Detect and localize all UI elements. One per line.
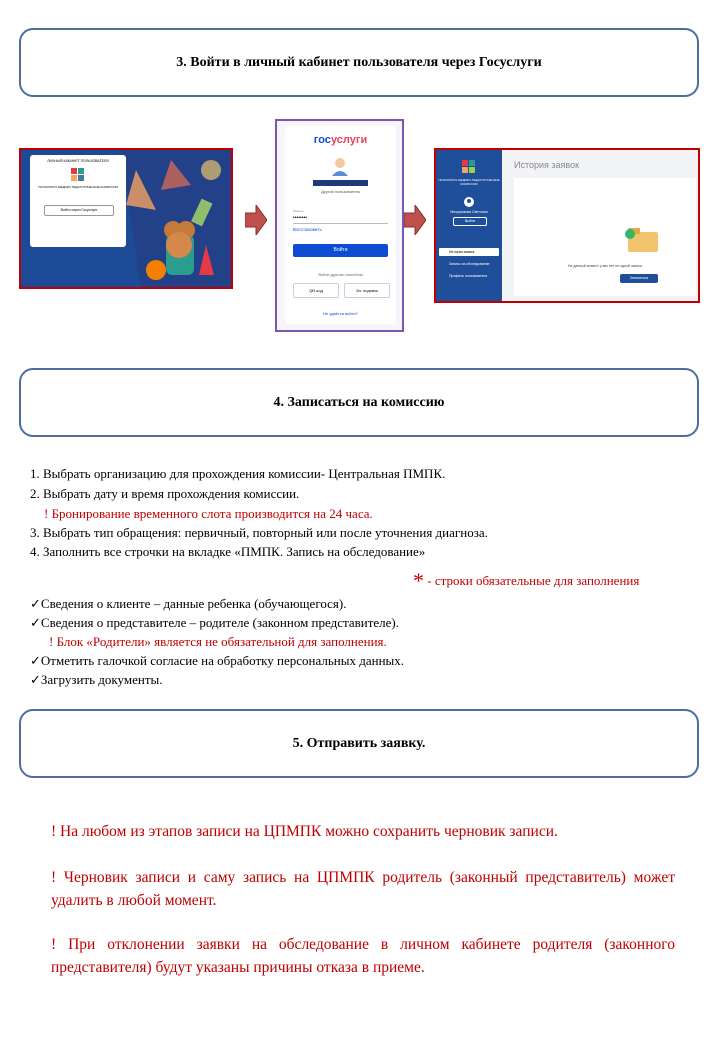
- login-landing-screenshot: [19, 148, 233, 289]
- new-booking-button[interactable]: Записаться: [620, 274, 658, 283]
- sidebar-user: Мещерякова Светлана: [450, 210, 488, 214]
- exit-button[interactable]: Выйти: [453, 217, 487, 226]
- note-rejection: ! При отклонении заявки на обследование в личном кабинете родителя (законного представителя) будут указаны причины отказа в приеме.: [51, 936, 675, 976]
- list-item-2: 2. Выбрать дату и время прохождения комиссии.: [30, 486, 300, 501]
- step-3-box: [19, 28, 699, 97]
- restore-link[interactable]: Восстановить: [293, 227, 322, 232]
- arrow-right-icon: [404, 205, 426, 235]
- list-item-1: 1. Выбрать организацию для прохождения комиссии- Центральная ПМПК.: [30, 466, 446, 481]
- cabinet-header: История заявок: [514, 160, 580, 170]
- step-3-title: 3. Войти в личный кабинет пользователя через Госуслуги: [176, 54, 542, 70]
- login-button[interactable]: Войти: [293, 244, 388, 257]
- check-item-consent: ✓Отметить галочкой согласие на обработку персональных данных.: [30, 653, 405, 668]
- required-star: *: [413, 568, 424, 593]
- note-delete: ! Черновик записи и саму запись на ЦПМПК родитель (законный представитель) может удалить в любой момент.: [51, 869, 675, 909]
- cabinet-content: [514, 178, 696, 296]
- puzzle-logo-icon: [71, 168, 85, 182]
- sidebar-org: ПСИХОЛОГО-МЕДИКО-ПЕДАГОГИЧЕСКИЕ КОМИССИИ: [438, 178, 500, 186]
- check-item-client: ✓Сведения о клиенте – данные ребенка (обучающегося).: [30, 596, 347, 611]
- step-4-box: [19, 368, 699, 437]
- logo-part-uslugi: услуги: [330, 134, 368, 146]
- login-card: [30, 155, 126, 247]
- user-avatar-icon: [330, 156, 350, 176]
- list-item-2-note: ! Бронирование временного слота производится на 24 часа.: [44, 506, 373, 521]
- sidebar-item-booking[interactable]: Запись на обследование: [449, 262, 490, 266]
- landing-title: ЛИЧНЫЙ КАБИНЕТ ПОЛЬЗОВАТЕЛЯ: [47, 159, 109, 163]
- gosuslugi-card: [285, 126, 396, 324]
- gosuslugi-login-screenshot: [275, 119, 404, 332]
- step-5-box: [19, 709, 699, 778]
- step-4-title: 4. Записаться на комиссию: [273, 394, 445, 410]
- list-item-3: 3. Выбрать тип обращения: первичный, повторный или после уточнения диагноза.: [30, 525, 488, 540]
- sidebar-item-profile[interactable]: Профиль пользователя: [449, 274, 488, 278]
- qr-code-button[interactable]: QR-код: [293, 283, 339, 298]
- required-text: - строки обязательные для заполнения: [427, 573, 640, 588]
- check-item-documents: ✓Загрузить документы.: [30, 672, 163, 687]
- user-name-bar: [313, 180, 368, 186]
- cabinet-screenshot: [434, 148, 700, 303]
- password-field[interactable]: ••••••••: [293, 214, 388, 224]
- list-item-4: 4. Заполнить все строчки на вкладке «ПМПК. Запись на обследование»: [30, 544, 426, 559]
- other-ways-text: Войти другим способом: [318, 272, 363, 277]
- user-icon: [464, 197, 474, 207]
- gosuslugi-logo: [285, 134, 396, 146]
- folder-icon: [624, 226, 660, 254]
- cabinet-sidebar: [436, 150, 502, 301]
- puzzle-logo-icon: [462, 160, 476, 174]
- empty-message: На данный момент у вас нет ни одной записи: [567, 264, 643, 268]
- landing-org: ПСИХОЛОГО-МЕДИКО-ПЕДАГОГИЧЕСКИЕ КОМИССИИ: [38, 185, 118, 189]
- required-legend: [413, 568, 639, 594]
- step-5-title: 5. Отправить заявку.: [292, 735, 426, 751]
- sidebar-item-history[interactable]: История заявок: [439, 248, 499, 256]
- note-draft: ! На любом из этапов записи на ЦПМПК можно сохранить черновик записи.: [51, 823, 558, 840]
- logo-part-gos: гос: [313, 134, 331, 146]
- cant-login-link[interactable]: Не удаётся войти?: [323, 311, 358, 316]
- check-item-representative: ✓Сведения о представителе – родителе (законном представителе).: [30, 615, 399, 630]
- gosuslugi-login-button[interactable]: Войти через Госуслуги: [44, 205, 114, 216]
- arrow-right-icon: [245, 205, 267, 235]
- password-label: Пароль: [293, 209, 304, 213]
- check-item-representative-note: ! Блок «Родители» является не обязательной для заполнения.: [49, 634, 387, 649]
- esign-button[interactable]: Эл. подпись: [344, 283, 390, 298]
- other-user-link[interactable]: Другой пользователь: [320, 189, 361, 194]
